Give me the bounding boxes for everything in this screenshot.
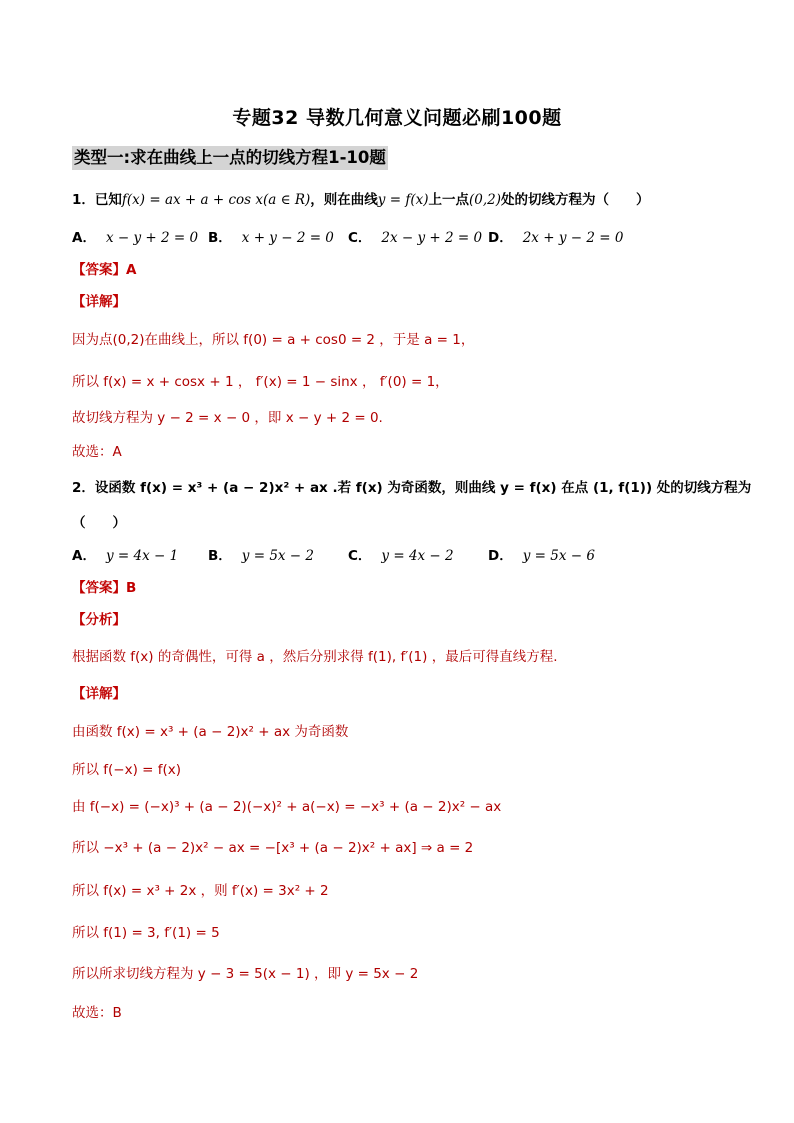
q2-solution-line-6: 所以 f(1) = 3, f′(1) = 5 [72,925,220,941]
q2-analysis-tag: 【分析】 [72,612,126,628]
q1-option-a-label: A． [72,230,96,246]
q2-option-b-label: B． [208,548,232,564]
q2-option-d-text: y = 5x − 6 [522,548,595,564]
q2-solution-line-7: 所以所求切线方程为 y − 3 = 5(x − 1) ，即 y = 5x − 2 [72,966,419,982]
q2-option-c-label: C． [348,548,372,564]
q1-solution-line-4: 故选：A [72,444,122,460]
section-heading: 类型一:求在曲线上一点的切线方程1-10题 [72,146,388,170]
q1-solution-line-3: 故切线方程为 y − 2 = x − 0 ，即 x − y + 2 = 0. [72,410,383,426]
q2-option-b[interactable] [208,546,348,566]
q1-stem-mid2: 上一点 [428,192,469,208]
q2-options [72,546,595,566]
q2-solution-line-4: 所以 −x³ + (a − 2)x² − ax = −[x³ + (a − 2)x² + ax] ⇒ a = 2 [72,840,474,856]
q2-option-a-label: A． [72,548,96,564]
q1-option-d[interactable] [488,228,623,248]
q2-solution-line-3: 由 f(−x) = (−x)³ + (a − 2)(−x)² + a(−x) = −x³ + (a − 2)x² − ax [72,799,502,815]
q2-solution-line-8: 故选：B [72,1005,122,1021]
q1-answer-value: A [126,262,137,278]
q2-solution-line-5: 所以 f(x) = x³ + 2x ，则 f′(x) = 3x² + 2 [72,883,329,899]
q2-stem-line-1: 2．设函数 f(x) = x³ + (a − 2)x² + ax .若 f(x) 为奇函数，则曲线 y = f(x) 在点 (1, f(1)) 处的切线方程为 [72,480,752,496]
q2-solution-line-2: 所以 f(−x) = f(x) [72,762,182,778]
q1-option-c-label: C． [348,230,372,246]
q2-option-d[interactable] [488,546,595,566]
q1-option-b[interactable] [208,228,348,248]
q1-options [72,228,623,248]
q1-solution-line-2: 所以 f(x) = x + cosx + 1 ， f′(x) = 1 − sinx ， f′(0) = 1， [72,374,449,390]
q1-curve-expression: y = f(x) [377,192,429,208]
q1-stem [72,190,649,210]
q1-stem-suffix: 处的切线方程为（ ） [500,192,650,208]
q1-option-d-label: D． [488,230,513,246]
q1-option-c-text: 2x − y + 2 = 0 [381,230,483,246]
q1-answer-tag: 【答案】 [72,262,126,278]
q2-detail-tag: 【详解】 [72,686,126,702]
q2-option-c-text: y = 4x − 2 [381,548,454,564]
q1-option-a[interactable] [72,228,208,248]
q1-stem-mid: ，则在曲线 [310,192,378,208]
q1-answer [72,260,136,280]
q2-option-d-label: D． [488,548,513,564]
q1-option-d-text: 2x + y − 2 = 0 [522,230,624,246]
q1-option-a-text: x − y + 2 = 0 [105,230,199,246]
q2-stem-line-2: （ ） [72,515,126,531]
q1-point: (0,2) [468,192,501,208]
q1-function-expression: f(x) = ax + a + cos x(a ∈ R) [121,192,311,208]
page-title: 专题32 导数几何意义问题必刷100题 [232,107,562,129]
q1-stem-prefix: 1．已知 [72,192,122,208]
q2-answer [72,578,136,598]
q2-option-b-text: y = 5x − 2 [241,548,315,564]
q2-answer-value: B [126,580,137,596]
q2-option-a[interactable] [72,546,208,566]
q1-solution-line-1: 因为点(0,2)在曲线上，所以 f(0) = a + cos0 = 2 ，于是 a = 1， [72,332,475,348]
q1-option-b-label: B． [208,230,232,246]
q1-option-b-text: x + y − 2 = 0 [241,230,334,246]
q1-detail-tag: 【详解】 [72,294,126,310]
q2-answer-tag: 【答案】 [72,580,126,596]
q2-analysis-text: 根据函数 f(x) 的奇偶性，可得 a ，然后分别求得 f(1), f′(1) ，最后可得直线方程. [72,649,558,665]
q1-option-c[interactable] [348,228,488,248]
q2-option-a-text: y = 4x − 1 [105,548,179,564]
q2-option-c[interactable] [348,546,488,566]
q2-solution-line-1: 由函数 f(x) = x³ + (a − 2)x² + ax 为奇函数 [72,724,349,740]
